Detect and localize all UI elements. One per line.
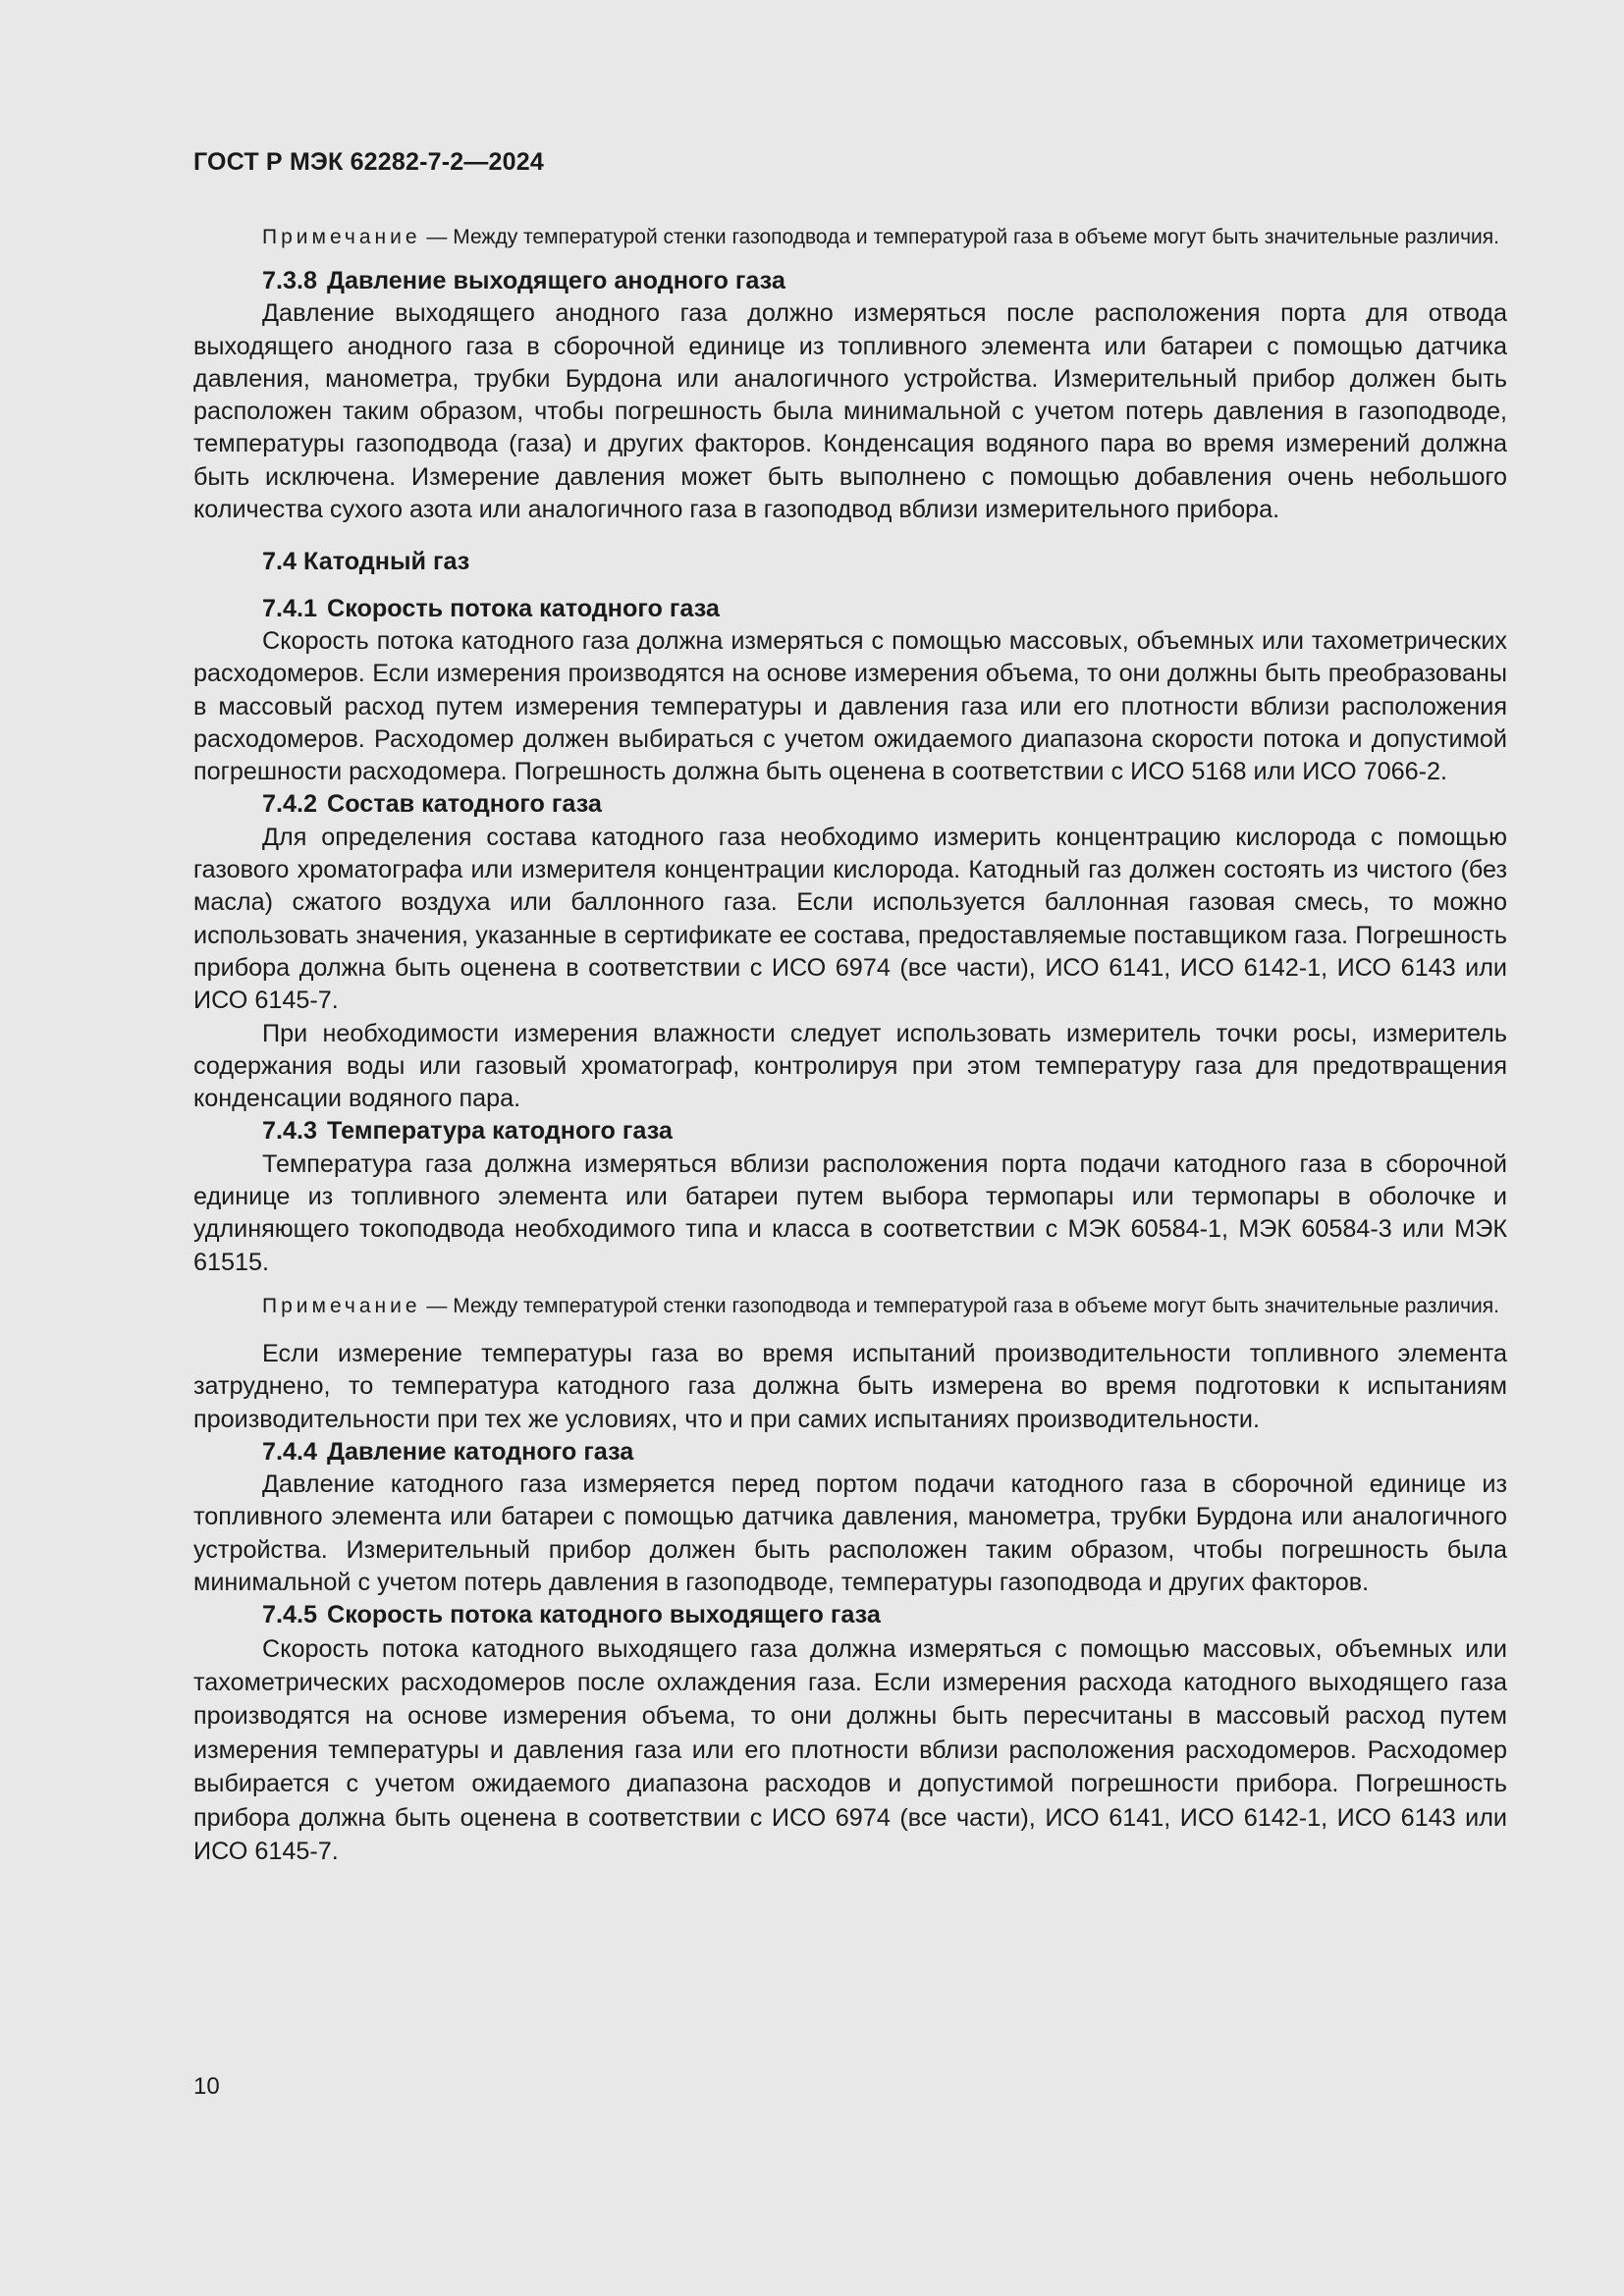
section-number: 7.4.4 — [262, 1437, 318, 1466]
body-paragraph: Скорость потока катодного выходящего газа должна измеряться с помощью массовых, объемных или тахометрических расходомеров после охлаждения газа. Если измерения расхода катодного выходящего газа производятся на основе измерения объема, то они должны быть пересчитаны в массовый расход путем измерения температуры и давления газа или его плотности вблизи расположения расходомеров. Расходомер выбирается с учетом ожидаемого диапазона расходов и допустимой погрешности прибора. Погрешность прибора должна быть оценена в соответствии с ИСО 6974 (все части), ИСО 6141, ИСО 6142-1, ИСО 6143 или ИСО 6145-7. — [193, 1634, 1507, 1866]
body-paragraph: Давление выходящего анодного газа должно измеряться после расположения порта для отвода выходящего анодного газа в сборочной единице из топливного элемента или батареи с помощью датчика давления, манометра, трубки Бурдона или аналогичного устройства. Измерительный прибор должен быть расположен таким образом, чтобы погрешность была минимальной с учетом потерь давления в газоподводе, температуры газоподвода (газа) и других факторов. Конденсация водяного пара во время измерений должна быть исключена. Измерение давления может быть выполнено с помощью добавления очень небольшого количества сухого азота или аналогичного газа в газоподвод вблизи измерительного прибора. — [193, 299, 1507, 524]
body-paragraph: Для определения состава катодного газа необходимо измерить концентрацию кислорода с помощью газового хроматографа или измерителя концентрации кислорода. Катодный газ должен состоять из чистого (без масла) сжатого воздуха или баллонного газа. Если используется баллонная газовая смесь, то можно использовать значения, указанные в сертификате ее состава, предоставляемые поставщиком газа. Погрешность прибора должна быть оценена в соответствии с ИСО 6974 (все части), ИСО 6141, ИСО 6142-1, ИСО 6143 или ИСО 6145-7. — [193, 823, 1507, 1015]
body-paragraph: Давление катодного газа измеряется перед портом подачи катодного газа в сборочной единице из топливного элемента или батареи с помощью датчика давления, манометра, трубки Бурдона или аналогичного устройства. Измерительный прибор должен быть расположен таким образом, чтобы погрешность была минимальной с учетом потерь давления в газоподводе, температуры газоподвода и других факторов. — [193, 1470, 1507, 1596]
section-heading-7-4-1 — [193, 593, 1507, 625]
note-text: — Между температурой стенки газоподвода и температурой газа в объеме могут быть значительные различия. — [420, 1294, 1499, 1317]
section-number: 7.4.1 — [262, 594, 318, 622]
section-heading-7-4-3 — [193, 1115, 1507, 1148]
page-content — [193, 224, 1507, 1868]
section-number: 7.4.5 — [262, 1601, 318, 1629]
section-number: 7.4.3 — [262, 1117, 318, 1146]
note-label: Примечание — [262, 226, 421, 248]
section-title: Состав катодного газа — [327, 790, 602, 819]
standard-header: ГОСТ Р МЭК 62282-7-2—2024 — [193, 148, 544, 176]
section-heading-7-4-4 — [193, 1436, 1507, 1468]
body-paragraph: Температура газа должна измеряться вблизи расположения порта подачи катодного газа в сборочной единице из топливного элемента или батареи путем выбора термопары или термопары в оболочке и удлиняющего токоподвода необходимого типа и класса в соответствии с МЭК 60584-1, МЭК 60584-3 или МЭК 61515. — [193, 1149, 1507, 1276]
section-number: 7.4.2 — [262, 790, 318, 819]
body-paragraph: При необходимости измерения влажности следует использовать измеритель точки росы, измеритель содержания воды или газовый хроматограф, контролируя при этом температуру газа для предотвращения конденсации водяного пара. — [193, 1019, 1507, 1113]
section-number: 7.3.8 — [262, 267, 318, 294]
note-label: Примечание — [262, 1294, 421, 1317]
note-text: — Между температурой стенки газоподвода и температурой газа в объеме могут быть значительные различия. — [420, 226, 1499, 248]
document-page — [193, 0, 1507, 2296]
section-heading-7-3-8 — [193, 265, 1507, 297]
page-number: 10 — [193, 2073, 220, 2100]
section-title: Скорость потока катодного выходящего газа — [327, 1601, 881, 1629]
section-number: 7.4 — [262, 548, 298, 576]
section-title: Давление выходящего анодного газа — [327, 267, 785, 294]
section-title: Давление катодного газа — [327, 1437, 634, 1466]
note-paragraph — [193, 1293, 1507, 1320]
section-heading-7-4-2 — [193, 788, 1507, 821]
section-heading-7-4-5 — [193, 1599, 1507, 1631]
section-title: Скорость потока катодного газа — [327, 594, 720, 622]
body-paragraph: Если измерение температуры газа во время испытаний производительности топливного элемента затруднено, то температура катодного газа должна быть измерена во время подготовки к испытаниям производительности при тех же условиях, что и при самих испытаниях производительности. — [193, 1339, 1507, 1433]
section-title: Катодный газ — [303, 548, 470, 576]
note-paragraph — [193, 224, 1507, 251]
section-title: Температура катодного газа — [327, 1117, 673, 1146]
section-heading-7-4 — [193, 546, 1507, 578]
body-paragraph: Скорость потока катодного газа должна измеряться с помощью массовых, объемных или тахометрических расходомеров. Если измерения производятся на основе измерения объема, то они должны быть преобразованы в массовый расход путем измерения температуры и давления газа или его плотности вблизи расположения расходомеров. Расходомер должен выбираться с учетом ожидаемого диапазона скорости потока и допустимой погрешности расходомера. Погрешность должна быть оценена в соответствии с ИСО 5168 или ИСО 7066-2. — [193, 626, 1507, 786]
